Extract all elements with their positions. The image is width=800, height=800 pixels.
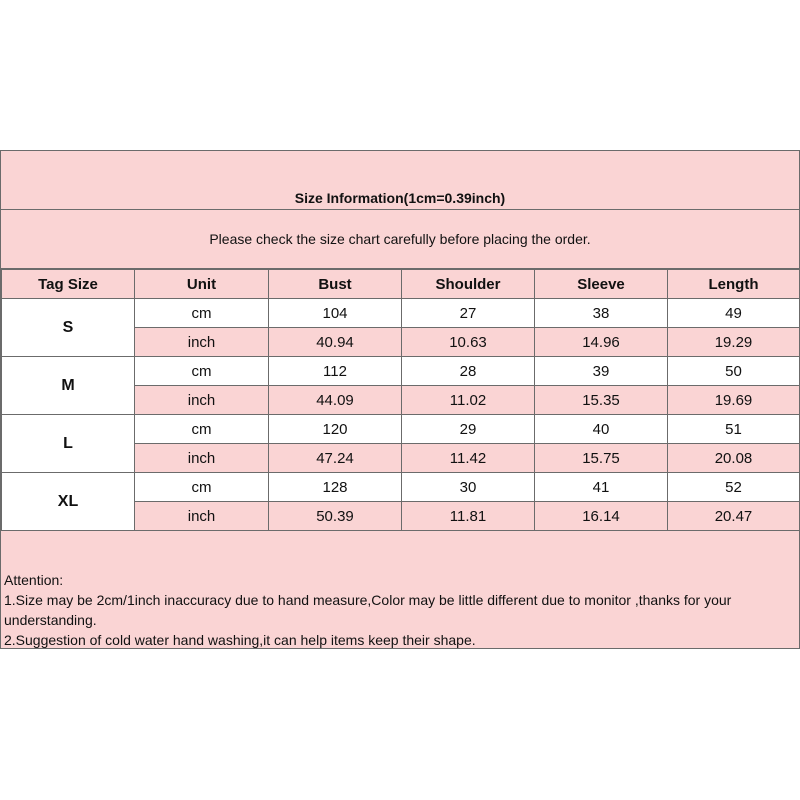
length-cell: 49 [668, 299, 800, 328]
sleeve-cell: 39 [535, 357, 668, 386]
bust-cell: 104 [269, 299, 402, 328]
sleeve-cell: 40 [535, 415, 668, 444]
chart-subtitle: Please check the size chart carefully before placing the order. [1, 210, 799, 269]
tag-size-cell: M [2, 357, 135, 415]
length-cell: 51 [668, 415, 800, 444]
table-row [2, 415, 800, 444]
bust-cell: 44.09 [269, 386, 402, 415]
size-table [1, 269, 800, 531]
sleeve-cell: 15.35 [535, 386, 668, 415]
shoulder-cell: 11.02 [402, 386, 535, 415]
unit-cell: cm [135, 299, 269, 328]
column-header-length: Length [668, 270, 800, 299]
column-header-sleeve: Sleeve [535, 270, 668, 299]
chart-title: Size Information(1cm=0.39inch) [1, 151, 799, 210]
bust-cell: 120 [269, 415, 402, 444]
bust-cell: 40.94 [269, 328, 402, 357]
attention-heading: Attention: [4, 572, 64, 588]
table-row [2, 299, 800, 328]
table-header-row [2, 270, 800, 299]
unit-cell: inch [135, 328, 269, 357]
table-row [2, 473, 800, 502]
shoulder-cell: 28 [402, 357, 535, 386]
shoulder-cell: 27 [402, 299, 535, 328]
shoulder-cell: 29 [402, 415, 535, 444]
attention-note-2: 2.Suggestion of cold water hand washing,it can help items keep their shape. [4, 632, 476, 648]
size-chart [0, 150, 800, 649]
length-cell: 50 [668, 357, 800, 386]
unit-cell: cm [135, 473, 269, 502]
table-row [2, 357, 800, 386]
shoulder-cell: 11.81 [402, 502, 535, 531]
column-header-unit: Unit [135, 270, 269, 299]
column-header-bust: Bust [269, 270, 402, 299]
sleeve-cell: 16.14 [535, 502, 668, 531]
unit-cell: cm [135, 357, 269, 386]
sleeve-cell: 14.96 [535, 328, 668, 357]
sleeve-cell: 15.75 [535, 444, 668, 473]
attention-note-1: 1.Size may be 2cm/1inch inaccuracy due to hand measure,Color may be little different due to monitor ,thanks for your understanding. [4, 592, 732, 628]
attention-notes [4, 570, 794, 650]
tag-size-cell: XL [2, 473, 135, 531]
unit-cell: inch [135, 502, 269, 531]
length-cell: 20.47 [668, 502, 800, 531]
unit-cell: inch [135, 386, 269, 415]
length-cell: 19.29 [668, 328, 800, 357]
shoulder-cell: 10.63 [402, 328, 535, 357]
column-header-tag-size: Tag Size [2, 270, 135, 299]
length-cell: 52 [668, 473, 800, 502]
sleeve-cell: 38 [535, 299, 668, 328]
length-cell: 19.69 [668, 386, 800, 415]
tag-size-cell: S [2, 299, 135, 357]
sleeve-cell: 41 [535, 473, 668, 502]
tag-size-cell: L [2, 415, 135, 473]
shoulder-cell: 30 [402, 473, 535, 502]
bust-cell: 128 [269, 473, 402, 502]
bust-cell: 50.39 [269, 502, 402, 531]
shoulder-cell: 11.42 [402, 444, 535, 473]
unit-cell: inch [135, 444, 269, 473]
column-header-shoulder: Shoulder [402, 270, 535, 299]
unit-cell: cm [135, 415, 269, 444]
bust-cell: 47.24 [269, 444, 402, 473]
bust-cell: 112 [269, 357, 402, 386]
length-cell: 20.08 [668, 444, 800, 473]
